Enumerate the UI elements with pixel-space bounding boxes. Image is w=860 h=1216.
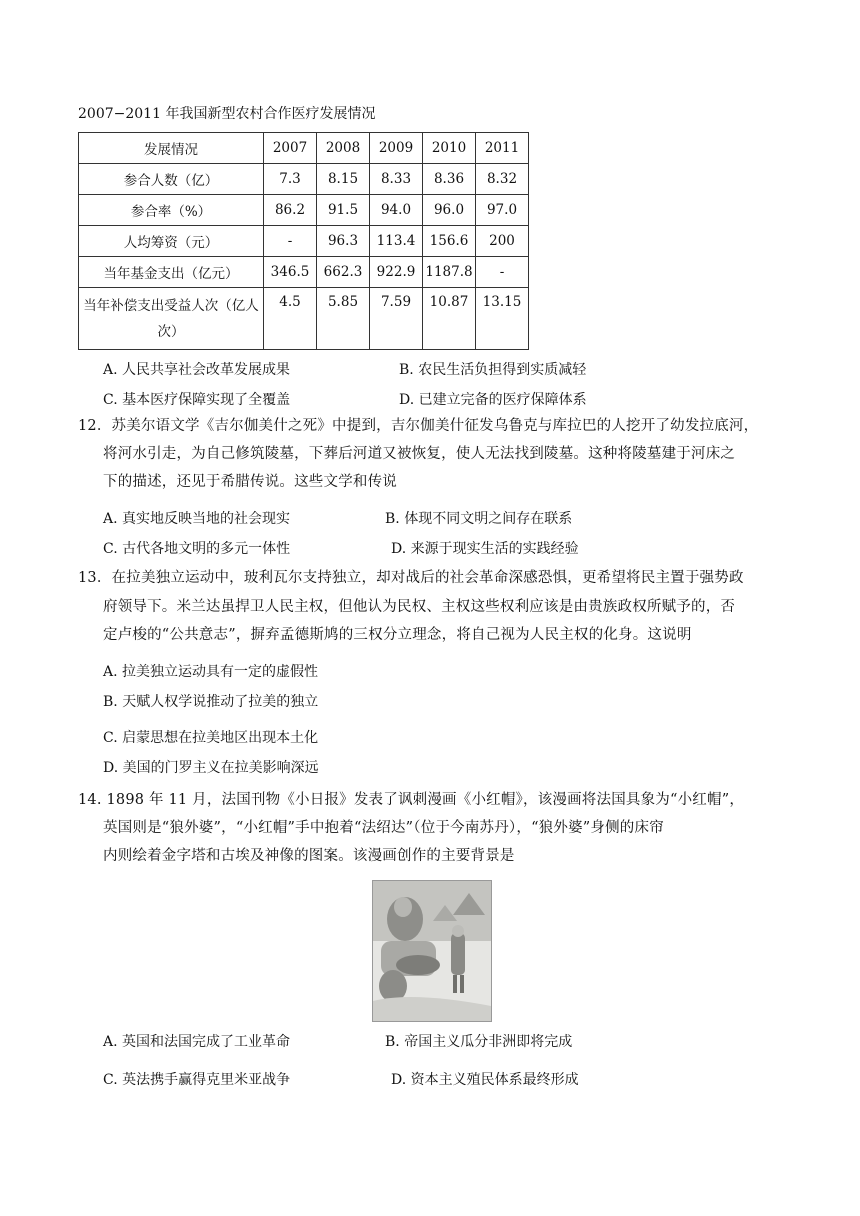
q11-option-a: A. 人民共享社会改革发展成果 xyxy=(103,362,291,378)
table-cell: 8.33 xyxy=(370,164,423,195)
q13-line-1: 13．在拉美独立运动中，玻利瓦尔支持独立，却对战后的社会革命深感恐惧，更希望将民主置于强势政 xyxy=(78,570,744,586)
table-cell: - xyxy=(264,226,317,257)
q13-option-a: A. 拉美独立运动具有一定的虚假性 xyxy=(103,664,319,680)
cartoon-image xyxy=(372,880,492,1022)
table-cell: 96.0 xyxy=(423,195,476,226)
table-row xyxy=(79,164,529,195)
q14-option-b: B. 帝国主义瓜分非洲即将完成 xyxy=(385,1034,573,1050)
table-cell: 参合率（%） xyxy=(79,195,264,226)
table-cell: 7.59 xyxy=(370,288,423,350)
table-row xyxy=(79,257,529,288)
table-cell: 156.6 xyxy=(423,226,476,257)
table-row xyxy=(79,195,529,226)
table-cell: 2010 xyxy=(423,133,476,164)
table-cell: 1187.8 xyxy=(423,257,476,288)
q14-line-3: 内则绘着金字塔和古埃及神像的图案。该漫画创作的主要背景是 xyxy=(103,848,515,864)
table-cell: 86.2 xyxy=(264,195,317,226)
table-row xyxy=(79,288,529,350)
q11-option-c: C. 基本医疗保障实现了全覆盖 xyxy=(103,392,291,408)
table-cell: 4.5 xyxy=(264,288,317,350)
q11-option-b: B. 农民生活负担得到实质减轻 xyxy=(399,362,587,378)
q12-option-d: D. 来源于现实生活的实践经验 xyxy=(391,541,579,557)
table-caption: 2007−2011 年我国新型农村合作医疗发展情况 xyxy=(78,106,376,122)
table-cell: 当年基金支出（亿元） xyxy=(79,257,264,288)
q12-option-a: A. 真实地反映当地的社会现实 xyxy=(103,511,291,527)
q13-line-2: 府领导下。米兰达虽捍卫人民主权，但他认为民权、主权这些权利应该是由贵族政权所赋予的，否 xyxy=(103,599,736,615)
table-row xyxy=(79,226,529,257)
table-cell: 91.5 xyxy=(317,195,370,226)
table-cell: 参合人数（亿） xyxy=(79,164,264,195)
table-cell: 13.15 xyxy=(476,288,529,350)
table-cell: 200 xyxy=(476,226,529,257)
q14-line-1: 14. 1898 年 11 月，法国刊物《小日报》发表了讽刺漫画《小红帽》，该漫画将法国具象为“小红帽”， xyxy=(78,792,745,808)
q11-option-d: D. 已建立完备的医疗保障体系 xyxy=(399,392,587,408)
table-cell: 2009 xyxy=(370,133,423,164)
table-cell: 当年补偿支出受益人次（亿人次） xyxy=(79,288,264,350)
table-cell: 8.15 xyxy=(317,164,370,195)
q13-option-c: C. 启蒙思想在拉美地区出现本土化 xyxy=(103,730,319,746)
table-cell: 662.3 xyxy=(317,257,370,288)
table-header-row xyxy=(79,133,529,164)
q13-option-b: B. 天赋人权学说推动了拉美的独立 xyxy=(103,694,319,710)
q13-line-3: 定卢梭的“公共意志”，摒弃孟德斯鸠的三权分立理念，将自己视为人民主权的化身。这说明 xyxy=(103,627,692,643)
table-cell: 2008 xyxy=(317,133,370,164)
table-cell: 922.9 xyxy=(370,257,423,288)
table-cell: 97.0 xyxy=(476,195,529,226)
table-cell: 人均筹资（元） xyxy=(79,226,264,257)
q13-option-d: D. 美国的门罗主义在拉美影响深远 xyxy=(103,760,319,776)
table-cell: 7.3 xyxy=(264,164,317,195)
q14-line-2: 英国则是“狼外婆”，“小红帽”手中抱着“法绍达”（位于今南苏丹），“狼外婆”身侧的床帘 xyxy=(103,820,664,836)
table-cell: 346.5 xyxy=(264,257,317,288)
table-cell: 发展情况 xyxy=(79,133,264,164)
table-cell: 10.87 xyxy=(423,288,476,350)
table-cell: 96.3 xyxy=(317,226,370,257)
q12-line-2: 将河水引走，为自己修筑陵墓，下葬后河道又被恢复，使人无法找到陵墓。这种将陵墓建于河床之 xyxy=(103,446,736,462)
q12-option-b: B. 体现不同文明之间存在联系 xyxy=(385,511,573,527)
table-cell: 5.85 xyxy=(317,288,370,350)
data-table xyxy=(78,132,529,350)
table-cell: 113.4 xyxy=(370,226,423,257)
table-cell: 2011 xyxy=(476,133,529,164)
q12-line-1: 12．苏美尔语文学《吉尔伽美什之死》中提到，吉尔伽美什征发乌鲁克与库拉巴的人挖开了幼发拉底河， xyxy=(78,418,759,434)
table-cell: 2007 xyxy=(264,133,317,164)
q12-option-c: C. 古代各地文明的多元一体性 xyxy=(103,541,291,557)
table-cell: 94.0 xyxy=(370,195,423,226)
q14-option-a: A. 英国和法国完成了工业革命 xyxy=(103,1034,291,1050)
q14-option-d: D. 资本主义殖民体系最终形成 xyxy=(391,1072,579,1088)
table-cell: 8.36 xyxy=(423,164,476,195)
table-cell: 8.32 xyxy=(476,164,529,195)
q12-line-3: 下的描述，还见于希腊传说。这些文学和传说 xyxy=(103,474,397,490)
table-cell: - xyxy=(476,257,529,288)
q14-option-c: C. 英法携手赢得克里米亚战争 xyxy=(103,1072,291,1088)
